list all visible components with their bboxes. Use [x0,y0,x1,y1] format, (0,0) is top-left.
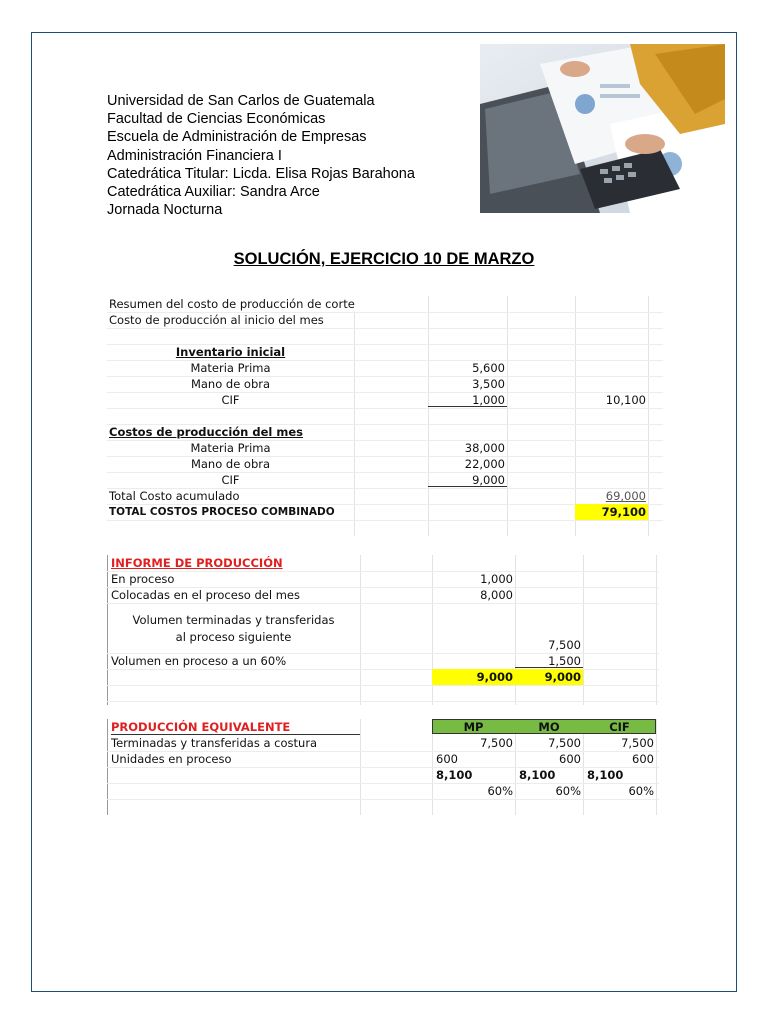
row-label: Total Costo acumulado [109,489,240,503]
row-label: Materia Prima [190,441,271,455]
value-cell: 1,500 [515,653,583,668]
header-line: Facultad de Ciencias Económicas [107,111,326,128]
grid-line [107,603,659,604]
value-cell: 600 [436,752,458,766]
grid-line [428,296,429,536]
header-line: Escuela de Administración de Empresas [107,129,367,146]
grid-line [656,555,657,705]
grid-line [107,520,663,521]
row-label: Volumen terminadas y transferidas [132,613,335,627]
grid-line [360,555,361,705]
row-label: En proceso [111,572,175,586]
cost-summary-table [107,296,663,536]
value-cell: 60% [487,784,513,798]
report-heading: INFORME DE PRODUCCIÓN [111,556,283,570]
header-line: Universidad de San Carlos de Guatemala [107,93,375,109]
value-cell: 7,500 [480,736,513,750]
row-label: Colocadas en el proceso del mes [111,588,300,602]
grid-line [107,328,663,329]
header-line: Catedrática Auxiliar: Sandra Arce [107,184,320,201]
row-label: CIF [221,473,240,487]
value-cell: 38,000 [464,441,505,455]
grid-line [107,767,659,768]
equivalent-heading: PRODUCCIÓN EQUIVALENTE [111,719,360,735]
production-report-table [107,555,659,705]
value-cell: 8,000 [480,588,513,602]
column-header-mo: MO [538,720,560,734]
total-highlight-cell: 79,100 [575,504,648,520]
header-line: Jornada Nocturna [107,202,223,219]
value-cell: 7,500 [548,638,581,652]
column-header-mp: MP [463,720,484,734]
value-cell: 600 [559,752,581,766]
header-line: Catedrática Titular: Licda. Elisa Rojas Barahona [107,165,415,182]
value-cell: 8,100 [436,768,473,782]
total-highlight-cell: 9,000 [515,669,583,685]
row-label: CIF [221,393,240,407]
page-title: SOLUCIÓN, EJERCICIO 10 DE MARZO [233,250,535,268]
accounting-photo [480,44,725,213]
row-label: Mano de obra [190,457,271,471]
value-cell: 8,100 [519,768,556,782]
row-label: Unidades en proceso [111,752,232,766]
header-line: Administración Financiera I [107,147,282,164]
grid-line [107,685,659,686]
value-cell: 3,500 [472,377,505,391]
grid-line [583,555,584,705]
subtotal-cell: 10,100 [605,393,646,407]
value-cell: 60% [628,784,654,798]
grid-line [507,296,508,536]
row-label: Volumen en proceso a un 60% [111,654,287,668]
month-costs-heading: Costos de producción del mes [109,425,303,439]
value-cell: 5,600 [472,361,505,375]
value-cell: 600 [632,752,654,766]
row-label: Mano de obra [190,377,271,391]
value-cell: 7,500 [621,736,654,750]
value-cell: 22,000 [464,457,505,471]
row-label: al proceso siguiente [175,630,292,644]
grid-line [107,571,659,572]
row-label: TOTAL COSTOS PROCESO COMBINADO [109,506,335,518]
value-cell: 7,500 [548,736,581,750]
equivalent-production-table [107,719,659,815]
row-label: Materia Prima [190,361,271,375]
total-highlight-cell: 9,000 [432,669,515,685]
value-cell: 8,100 [587,768,624,782]
grid-line [354,296,355,536]
value-cell: 69,000 [605,489,646,503]
grid-line [648,296,649,536]
grid-line [107,408,663,409]
value-cell: 1,000 [480,572,513,586]
value-cell: 60% [555,784,581,798]
summary-title: Resumen del costo de producción de corte [109,296,359,312]
row-label: Terminadas y transferidas a costura [111,736,318,750]
inventory-heading: Inventario inicial [175,345,286,359]
grid-line [107,799,659,800]
institution-header [107,92,415,219]
column-header-cif: CIF [609,720,630,734]
value-cell: 1,000 [428,392,507,407]
summary-subtitle: Costo de producción al inicio del mes [109,313,324,327]
grid-line [107,701,659,702]
value-cell: 9,000 [428,472,507,487]
